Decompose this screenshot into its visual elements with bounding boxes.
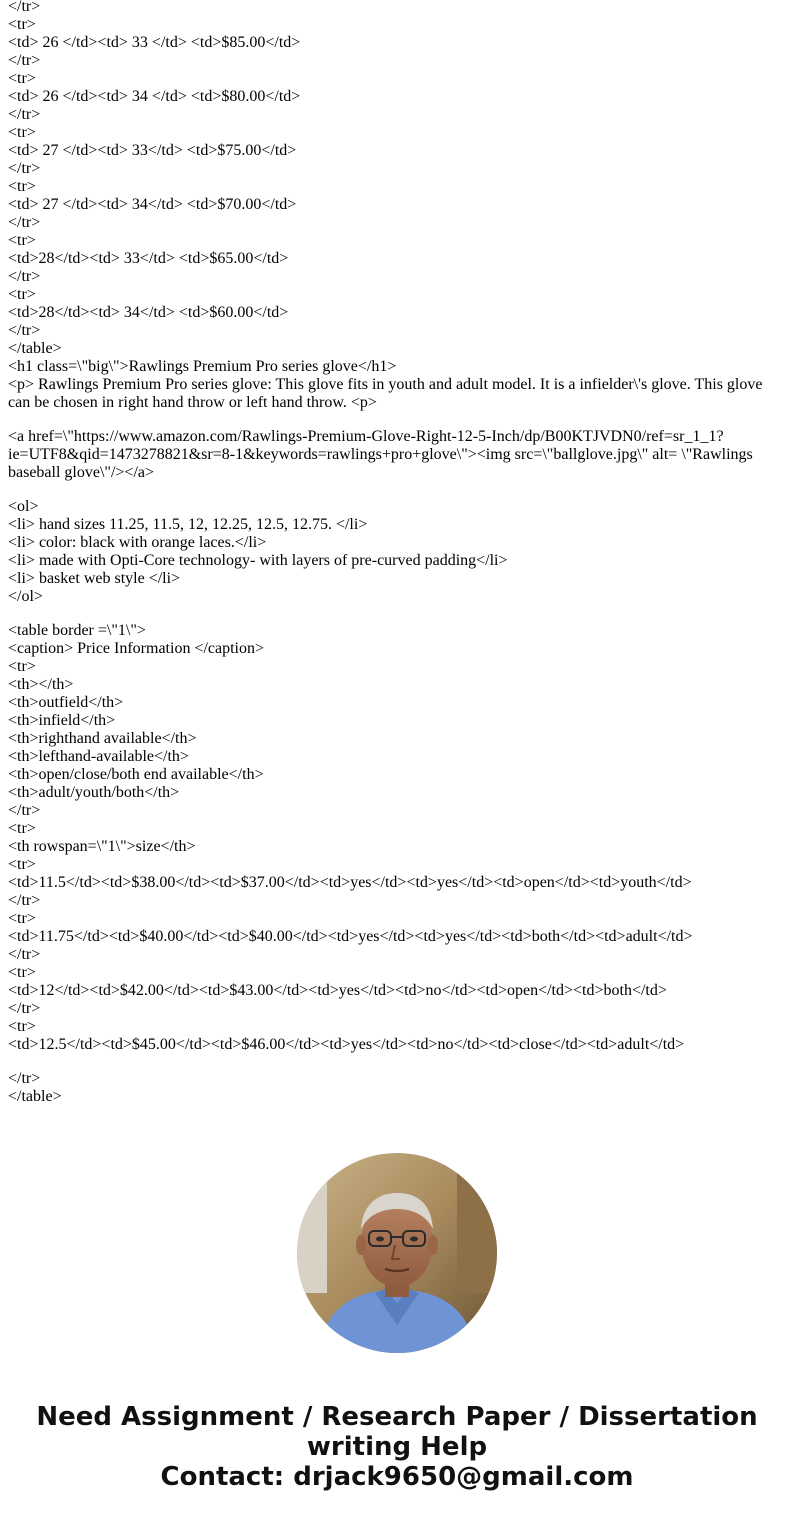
code-line: <tr> bbox=[8, 910, 36, 927]
code-listing bbox=[8, 0, 778, 1106]
code-line: <tr> bbox=[8, 70, 36, 87]
code-line: <tr> bbox=[8, 286, 36, 303]
code-line: <td>11.75</td><td>$40.00</td><td>$40.00</td><td>yes</td><td>yes</td><td>both</td><td>adult</td> bbox=[8, 928, 693, 945]
promo-banner bbox=[0, 1402, 794, 1492]
code-line: <td> 27 </td><td> 34</td> <td>$70.00</td> bbox=[8, 196, 297, 213]
code-line: <tr> bbox=[8, 1018, 36, 1035]
code-line: <li> made with Opti-Core technology- with layers of pre-curved padding</li> bbox=[8, 552, 508, 569]
code-line: </tr> bbox=[8, 1000, 41, 1017]
code-line: <td>12.5</td><td>$45.00</td><td>$46.00</td><td>yes</td><td>no</td><td>close</td><td>adult</td> bbox=[8, 1036, 685, 1053]
code-line: <tr> bbox=[8, 124, 36, 141]
code-line: </tr> bbox=[8, 322, 41, 339]
code-line: <th>righthand available</th> bbox=[8, 730, 197, 747]
code-line: <tr> bbox=[8, 178, 36, 195]
code-line: <th>adult/youth/both</th> bbox=[8, 784, 180, 801]
code-line: <table border =\"1\"> bbox=[8, 622, 146, 639]
code-line: <p> Rawlings Premium Pro series glove: This glove fits in youth and adult model. It is a infielder\'s glove. This glove can be chosen in right hand throw or left hand throw. <p> bbox=[8, 376, 767, 411]
promo-contact: Contact: drjack9650@gmail.com bbox=[160, 1462, 634, 1492]
code-line: <td> 26 </td><td> 34 </td> <td>$80.00</td> bbox=[8, 88, 301, 105]
code-line: <th>lefthand-available</th> bbox=[8, 748, 189, 765]
blank-line bbox=[8, 1054, 778, 1070]
code-line: <h1 class=\"big\">Rawlings Premium Pro series glove</h1> bbox=[8, 358, 397, 375]
code-line: </tr> bbox=[8, 892, 41, 909]
code-line: <th></th> bbox=[8, 676, 74, 693]
portrait-illustration bbox=[297, 1153, 497, 1353]
blank-line bbox=[8, 412, 778, 428]
code-line: </ol> bbox=[8, 588, 43, 605]
code-line: </table> bbox=[8, 340, 62, 357]
code-line: <li> basket web style </li> bbox=[8, 570, 181, 587]
code-line: <th>outfield</th> bbox=[8, 694, 124, 711]
code-line: <td> 27 </td><td> 33</td> <td>$75.00</td> bbox=[8, 142, 297, 159]
code-line: <a href=\"https://www.amazon.com/Rawlings-Premium-Glove-Right-12-5-Inch/dp/B00KTJVDN0/ref=sr_1_1?ie=UTF8&qid=1473278821&sr=8-1&keywords=rawlings+pro+glove\"><img src=\"ballglove.jpg\" alt= \"Rawlings baseball glove\"/></a> bbox=[8, 428, 757, 481]
code-line: </tr> bbox=[8, 802, 41, 819]
code-line: </tr> bbox=[8, 160, 41, 177]
code-line: <th>infield</th> bbox=[8, 712, 116, 729]
code-line: <tr> bbox=[8, 964, 36, 981]
code-line: </tr> bbox=[8, 106, 41, 123]
code-line: </tr> bbox=[8, 52, 41, 69]
code-line: <td> 26 </td><td> 33 </td> <td>$85.00</td> bbox=[8, 34, 301, 51]
blank-line bbox=[8, 606, 778, 622]
code-line: <tr> bbox=[8, 232, 36, 249]
code-line: </tr> bbox=[8, 214, 41, 231]
code-line: <caption> Price Information </caption> bbox=[8, 640, 265, 657]
promo-line-2: writing Help bbox=[306, 1432, 488, 1462]
blank-line bbox=[8, 482, 778, 498]
code-line: <td>28</td><td> 34</td> <td>$60.00</td> bbox=[8, 304, 289, 321]
code-line: <ol> bbox=[8, 498, 39, 515]
code-line: <td>12</td><td>$42.00</td><td>$43.00</td><td>yes</td><td>no</td><td>open</td><td>both</td> bbox=[8, 982, 667, 999]
code-line: <tr> bbox=[8, 856, 36, 873]
code-line: <tr> bbox=[8, 658, 36, 675]
code-line: <tr> bbox=[8, 820, 36, 837]
code-line: <td>28</td><td> 33</td> <td>$65.00</td> bbox=[8, 250, 289, 267]
code-line: <td>11.5</td><td>$38.00</td><td>$37.00</td><td>yes</td><td>yes</td><td>open</td><td>youth</td> bbox=[8, 874, 692, 891]
promo-line-1: Need Assignment / Research Paper / Dissertation bbox=[36, 1402, 758, 1432]
code-line: </tr> bbox=[8, 946, 41, 963]
code-line: </tr> bbox=[8, 0, 41, 15]
code-line: <li> color: black with orange laces.</li> bbox=[8, 534, 267, 551]
author-portrait bbox=[297, 1153, 497, 1353]
code-line: </tr> bbox=[8, 268, 41, 285]
code-line: </table> bbox=[8, 1088, 62, 1105]
code-line: <li> hand sizes 11.25, 11.5, 12, 12.25, 12.5, 12.75. </li> bbox=[8, 516, 368, 533]
code-line: <tr> bbox=[8, 16, 36, 33]
code-line: <th>open/close/both end available</th> bbox=[8, 766, 264, 783]
code-line: <th rowspan=\"1\">size</th> bbox=[8, 838, 196, 855]
code-line: </tr> bbox=[8, 1070, 41, 1087]
